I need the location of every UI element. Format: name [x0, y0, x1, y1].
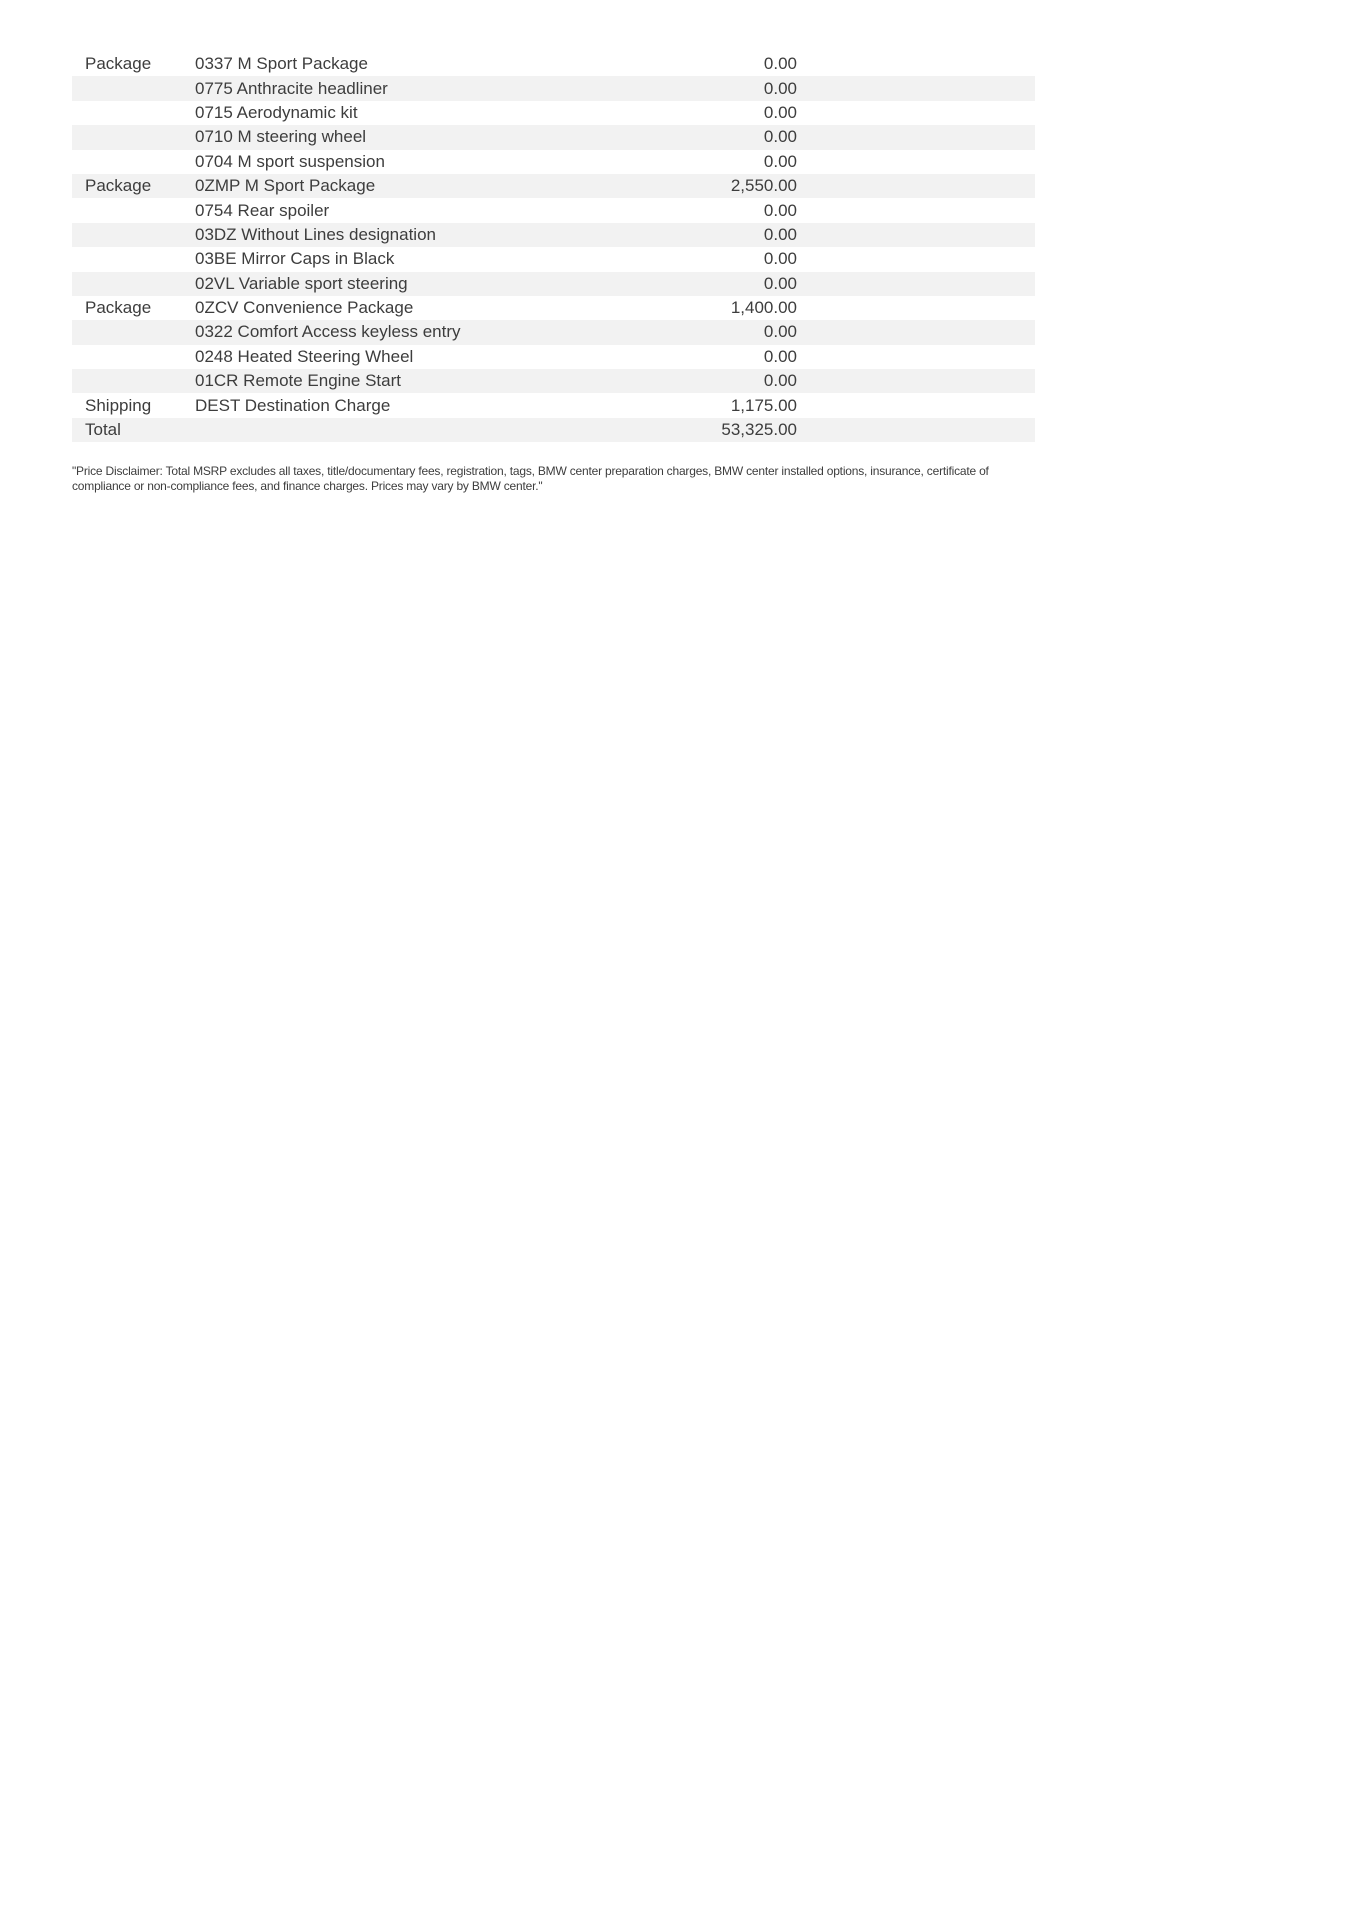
row-price: 0.00 [763, 54, 797, 74]
row-price: 0.00 [763, 322, 797, 342]
row-price: 0.00 [763, 249, 797, 269]
row-description: 03BE Mirror Caps in Black [195, 249, 395, 269]
table-row [72, 272, 1035, 296]
row-category: Package [85, 54, 152, 74]
row-category: Shipping [85, 395, 152, 415]
row-price: 0.00 [763, 371, 797, 391]
table-row-total [72, 418, 1035, 442]
row-price: 0.00 [763, 127, 797, 147]
row-description: 0ZCV Convenience Package [195, 298, 414, 318]
row-price: 0.00 [763, 151, 797, 171]
row-price: 0.00 [763, 346, 797, 366]
row-description: 0337 M Sport Package [195, 54, 368, 74]
row-description: 0ZMP M Sport Package [195, 176, 376, 196]
table-row [72, 150, 1035, 174]
row-price: 1,175.00 [730, 395, 797, 415]
row-description: 0710 M steering wheel [195, 127, 367, 147]
table-row [72, 76, 1035, 100]
row-description: 01CR Remote Engine Start [195, 371, 401, 391]
row-description: 0704 M sport suspension [195, 151, 385, 171]
table-row [72, 247, 1035, 271]
table-row [72, 52, 1035, 76]
table-row [72, 296, 1035, 320]
table-row [72, 320, 1035, 344]
row-description: 0322 Comfort Access keyless entry [195, 322, 461, 342]
row-price: 0.00 [763, 200, 797, 220]
row-category: Package [85, 176, 152, 196]
table-row [72, 369, 1035, 393]
table-row [72, 198, 1035, 222]
vehicle-options-table [72, 52, 1035, 442]
row-description: DEST Destination Charge [195, 395, 391, 415]
row-category: Package [85, 298, 152, 318]
price-disclaimer: "Price Disclaimer: Total MSRP excludes all taxes, title/documentary fees, registration, tags, BMW center preparation charges, BMW center installed options, insurance, certificate of compliance or non-compliance fees, and finance charges. Prices may vary by BMW center." [72, 464, 989, 493]
row-price: 2,550.00 [730, 176, 797, 196]
row-description: 0248 Heated Steering Wheel [195, 346, 414, 366]
table-row [72, 393, 1035, 417]
row-price: 0.00 [763, 102, 797, 122]
table-row [72, 223, 1035, 247]
document-page [72, 52, 1035, 494]
row-price: 1,400.00 [730, 298, 797, 318]
row-description: 0715 Aerodynamic kit [195, 102, 358, 122]
row-description: 03DZ Without Lines designation [195, 224, 436, 244]
row-description: 0754 Rear spoiler [195, 200, 330, 220]
row-description: 0775 Anthracite headliner [195, 78, 388, 98]
row-price: 0.00 [763, 224, 797, 244]
table-row [72, 345, 1035, 369]
row-category: Total [85, 420, 121, 440]
row-description: 02VL Variable sport steering [195, 273, 408, 293]
table-row [72, 174, 1035, 198]
table-row [72, 125, 1035, 149]
row-price: 0.00 [763, 273, 797, 293]
row-price: 0.00 [763, 78, 797, 98]
row-price: 53,325.00 [721, 420, 797, 440]
table-row [72, 101, 1035, 125]
